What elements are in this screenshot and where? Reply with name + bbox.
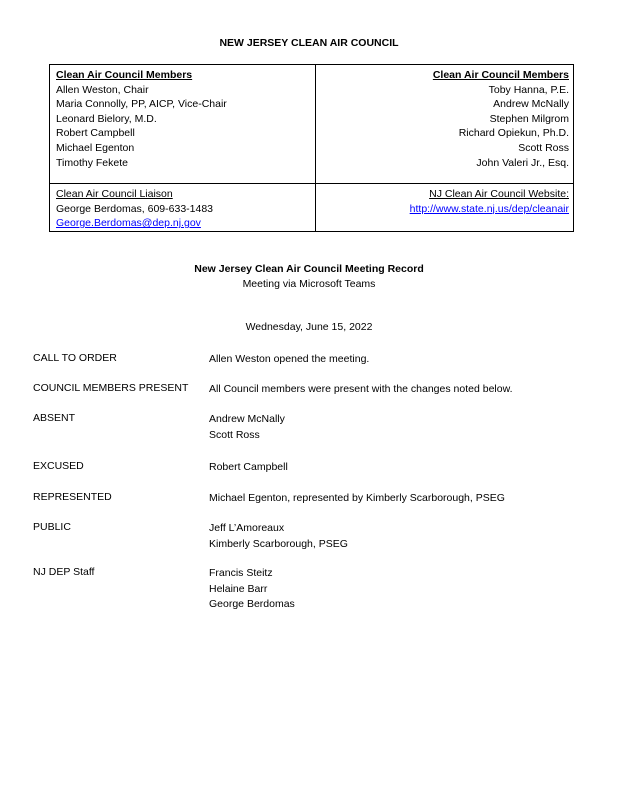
website-link[interactable]: http://www.state.nj.us/dep/cleanair [409,202,569,215]
members-box [49,64,574,232]
liaison-email-link[interactable]: George.Berdomas@dep.nj.gov [56,217,201,230]
record-title: New Jersey Clean Air Council Meeting Record [194,263,424,275]
public-attendee: Kimberly Scarborough, PSEG [209,537,348,550]
member-name: John Valeri Jr., Esq. [476,156,569,169]
column-divider [315,65,316,231]
staff-list [209,566,295,613]
meeting-date: Wednesday, June 15, 2022 [245,321,373,333]
website-section [410,187,569,216]
call-to-order-label: CALL TO ORDER [33,352,117,364]
row-divider [50,183,573,184]
left-members-column [56,68,227,170]
right-members-column [433,68,569,170]
member-name: Michael Egenton [56,141,135,154]
member-name: Timothy Fekete [56,156,128,169]
website-header: NJ Clean Air Council Website: [429,188,569,200]
represented-label: REPRESENTED [33,491,112,503]
record-heading [0,262,618,291]
excused-value: Robert Campbell [209,461,288,473]
present-value: All Council members were present with the changes noted below. [209,383,513,395]
absent-name: Scott Ross [209,428,260,441]
member-name: Andrew McNally [493,98,569,111]
member-name: Allen Weston, Chair [56,83,149,96]
member-name: Robert Campbell [56,127,135,140]
right-members-header: Clean Air Council Members [432,69,569,81]
document-title: NEW JERSEY CLEAN AIR COUNCIL [219,37,399,49]
liaison-header: Clean Air Council Liaison [56,188,173,200]
absent-list [209,412,285,443]
member-name: Toby Hanna, P.E. [488,83,569,96]
public-list [209,521,348,552]
member-name: Richard Opiekun, Ph.D. [458,127,569,140]
left-members-header: Clean Air Council Members [56,69,193,81]
call-to-order-value: Allen Weston opened the meeting. [209,353,370,365]
absent-label: ABSENT [33,412,76,424]
record-subtitle: Meeting via Microsoft Teams [242,277,376,290]
liaison-contact: George Berdomas, 609-633-1483 [56,202,214,215]
member-name: Maria Connolly, PP, AICP, Vice-Chair [56,98,227,111]
public-label: PUBLIC [33,521,71,533]
represented-value: Michael Egenton, represented by Kimberly Scarborough, PSEG [209,492,505,504]
present-label: COUNCIL MEMBERS PRESENT [33,382,189,394]
staff-name: George Berdomas [209,598,295,610]
member-name: Leonard Bielory, M.D. [56,112,157,125]
staff-name: Helaine Barr [209,582,268,595]
staff-name: Francis Steitz [209,567,273,579]
public-attendee: Jeff L’Amoreaux [209,522,285,534]
absent-name: Andrew McNally [209,413,285,425]
member-name: Stephen Milgrom [489,112,569,125]
liaison-section [56,187,213,231]
staff-label: NJ DEP Staff [33,566,95,578]
member-name: Scott Ross [518,141,569,154]
excused-label: EXCUSED [33,460,84,472]
